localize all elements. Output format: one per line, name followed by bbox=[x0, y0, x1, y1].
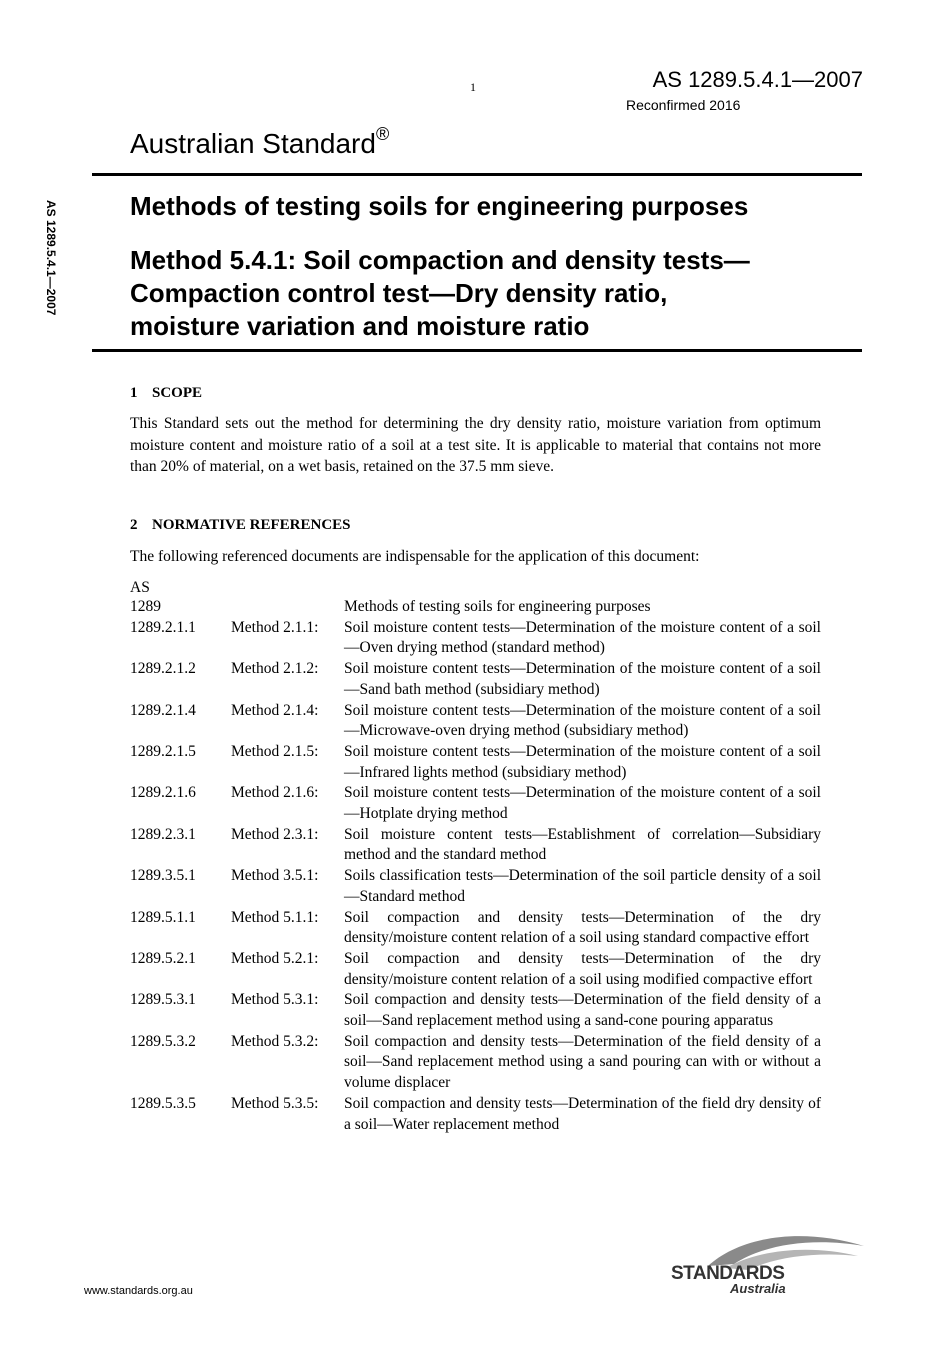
section-number: 2 bbox=[130, 517, 138, 533]
reference-title: Soil compaction and density tests—Determination of the field density of a soil—Sand replacement method using a sand pouring can with or without a volume displacer bbox=[344, 1032, 821, 1092]
page-number: 1 bbox=[470, 80, 476, 94]
reference-number: 1289.2.1.1 bbox=[130, 618, 196, 636]
reference-method: Method 3.5.1: bbox=[231, 867, 319, 885]
reference-title: Soil moisture content tests—Determination of the moisture content of a soil—Sand bath method (subsidiary method) bbox=[344, 660, 821, 698]
reference-title: Soil compaction and density tests—Determination of the dry density/moisture content relation of a soil using standard compactive effort bbox=[344, 908, 821, 947]
side-standard-number: AS 1289.5.4.1—2007 bbox=[44, 200, 58, 316]
reference-method: Method 2.1.6: bbox=[231, 784, 319, 802]
reference-method: Method 5.3.2: bbox=[231, 1032, 319, 1050]
reference-number: 1289.2.1.6 bbox=[130, 784, 196, 802]
reference-number: 1289.2.1.5 bbox=[130, 742, 196, 760]
reference-row bbox=[130, 908, 821, 949]
logo-subtitle: Australia bbox=[730, 1281, 786, 1296]
reference-number: 1289 bbox=[130, 598, 161, 615]
reference-number: 1289.5.1.1 bbox=[130, 908, 196, 926]
reference-method: Method 5.3.1: bbox=[231, 991, 319, 1009]
standard-number: AS 1289.5.4.1—2007 bbox=[652, 67, 863, 92]
brand-title bbox=[130, 124, 390, 160]
reference-number: 1289.5.3.5 bbox=[130, 1094, 196, 1112]
reference-method: Method 5.3.5: bbox=[231, 1094, 319, 1112]
brand-text: Australian Standard bbox=[130, 128, 376, 159]
scope-paragraph: This Standard sets out the method for determining the dry density ratio, moisture variation from optimum moisture content and moisture ratio of a soil at a test site. It is applicable to material that contains not more than 20% of material, on a wet basis, retained on the 37.5 mm sieve. bbox=[130, 415, 821, 475]
section-title: NORMATIVE REFERENCES bbox=[152, 517, 351, 533]
reference-title: Soil compaction and density tests—Determination of the field density of a soil—Sand replacement method using a sand-cone pouring apparatus bbox=[344, 991, 821, 1030]
section-heading-normative bbox=[130, 517, 351, 534]
reference-row bbox=[130, 866, 821, 907]
reference-title: Methods of testing soils for engineering purposes bbox=[344, 598, 651, 615]
reference-row bbox=[130, 949, 821, 990]
section-heading-scope bbox=[130, 385, 202, 402]
footer-url: www.standards.org.au bbox=[84, 1285, 193, 1297]
reference-row bbox=[130, 990, 821, 1031]
reference-row bbox=[130, 701, 821, 742]
reference-title: Soil compaction and density tests—Determination of the dry density/moisture content relation of a soil using modified compactive effort bbox=[344, 949, 821, 988]
section-number: 1 bbox=[130, 385, 138, 401]
reference-title: Soil moisture content tests—Determination of the moisture content of a soil—Oven drying method (standard method) bbox=[344, 618, 821, 657]
reference-group-label: AS bbox=[130, 579, 150, 596]
reference-method: Method 2.1.2: bbox=[231, 660, 319, 678]
logo-wordmark: STANDARDS bbox=[671, 1263, 785, 1284]
section-title: SCOPE bbox=[152, 385, 203, 401]
title-rule bbox=[92, 349, 862, 352]
reference-title: Soil moisture content tests—Determination of the moisture content of a soil—Microwave-oven drying method (subsidiary method) bbox=[344, 701, 821, 740]
reference-row bbox=[130, 783, 821, 824]
reference-number: 1289.2.1.4 bbox=[130, 701, 196, 719]
method-title: Method 5.4.1: Soil compaction and density tests—Compaction control test—Dry density ratio, moisture variation and moisture ratio bbox=[130, 245, 750, 341]
reference-row bbox=[130, 618, 821, 659]
reference-title: Soil moisture content tests—Determination of the moisture content of a soil—Hotplate drying method bbox=[344, 784, 821, 823]
reference-number: 1289.5.3.1 bbox=[130, 991, 196, 1009]
reference-method: Method 2.1.5: bbox=[231, 742, 319, 760]
reference-row bbox=[130, 1094, 821, 1135]
reconfirmed-note: Reconfirmed 2016 bbox=[626, 97, 741, 113]
reference-title: Soil moisture content tests—Determination of the moisture content of a soil—Infrared lights method (subsidiary method) bbox=[344, 742, 821, 781]
normative-intro: The following referenced documents are indispensable for the application of this document: bbox=[130, 548, 700, 565]
reference-row bbox=[130, 825, 821, 866]
reference-number: 1289.5.3.2 bbox=[130, 1032, 196, 1050]
document-title: Methods of testing soils for engineering purposes bbox=[130, 191, 749, 221]
reference-title: Soil moisture content tests—Establishment of correlation—Subsidiary method and the standard method bbox=[344, 825, 821, 864]
reference-number: 1289.5.2.1 bbox=[130, 949, 196, 967]
reference-method: Method 5.2.1: bbox=[231, 949, 319, 967]
reference-method: Method 2.1.4: bbox=[231, 701, 319, 719]
reference-title: Soil compaction and density tests—Determination of the field dry density of a soil—Water replacement method bbox=[344, 1094, 821, 1133]
reference-row bbox=[130, 1032, 821, 1094]
reference-list bbox=[130, 597, 821, 1135]
reference-row bbox=[130, 597, 821, 618]
top-rule bbox=[92, 173, 862, 176]
reference-method bbox=[231, 597, 344, 618]
reference-method: Method 2.3.1: bbox=[231, 825, 319, 843]
reference-title: Soils classification tests—Determination of the soil particle density of a soil—Standard method bbox=[344, 867, 821, 905]
reference-method: Method 5.1.1: bbox=[231, 908, 319, 926]
registered-mark: ® bbox=[375, 124, 390, 144]
reference-row bbox=[130, 742, 821, 783]
reference-row bbox=[130, 659, 821, 700]
reference-number: 1289.3.5.1 bbox=[130, 867, 196, 885]
reference-number: 1289.2.1.2 bbox=[130, 660, 196, 678]
reference-method: Method 2.1.1: bbox=[231, 618, 319, 636]
reference-number: 1289.2.3.1 bbox=[130, 825, 196, 843]
